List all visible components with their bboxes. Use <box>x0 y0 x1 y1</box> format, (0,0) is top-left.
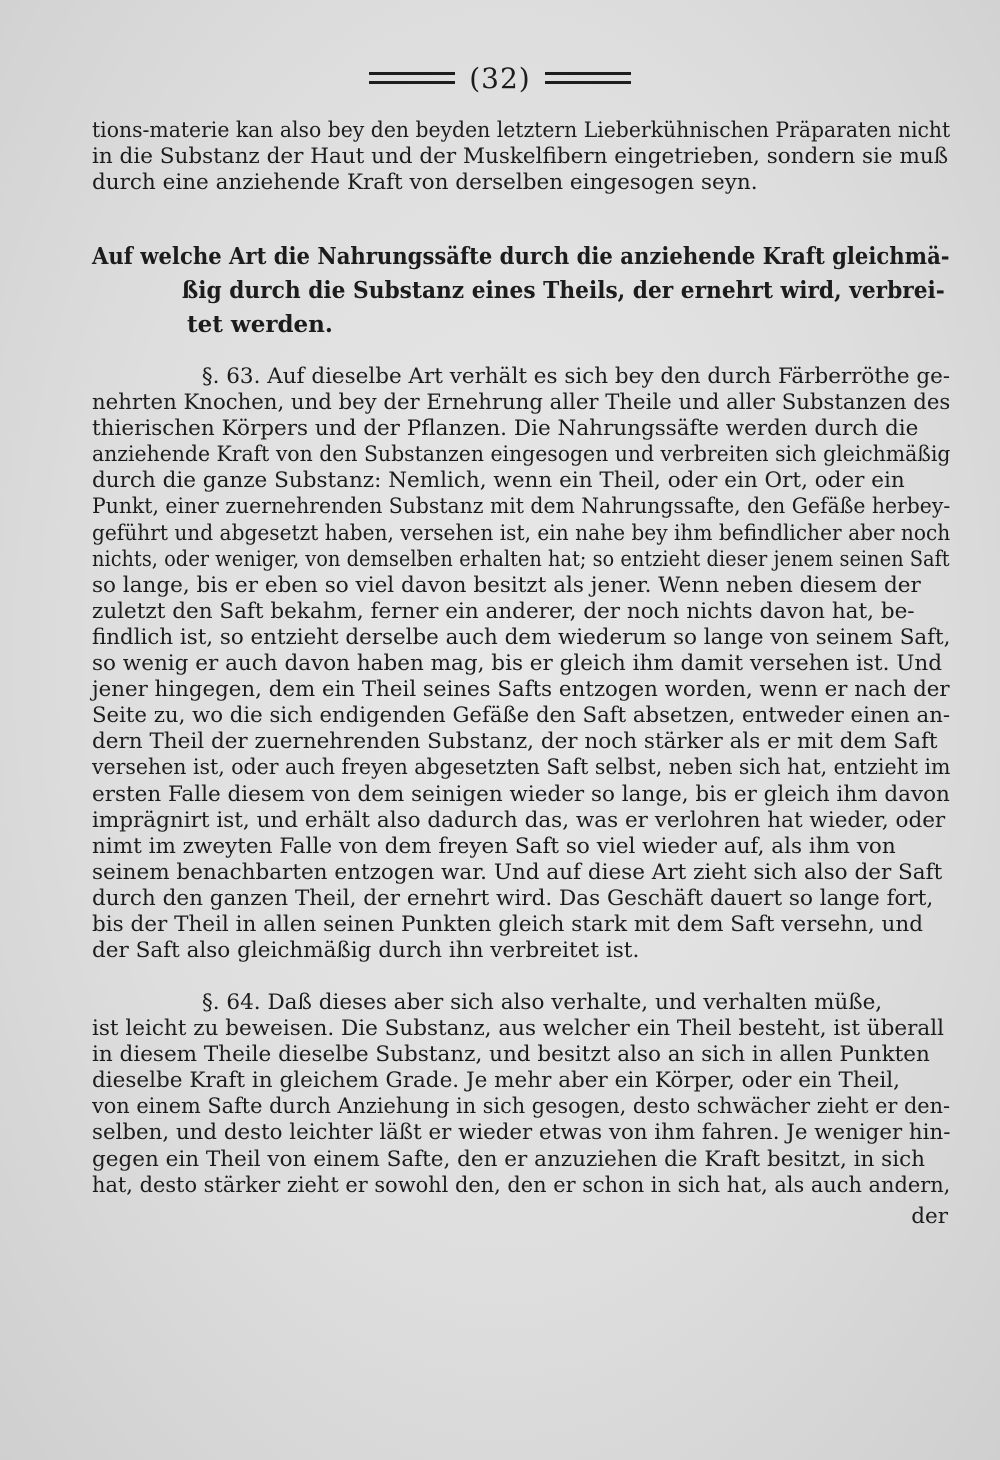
text-line: so lange, bis er eben so viel davon besitzt als jener. Wenn neben diesem der <box>92 572 921 598</box>
text-line: tions-materie kan also bey den beyden letztern Lieberkühnischen Präparaten nicht <box>92 118 951 143</box>
text-line: der Saft also gleichmäßig durch ihn verbreitet ist. <box>92 938 640 964</box>
text-line: zuletzt den Saft bekahm, ferner ein anderer, der noch nichts davon hat, be- <box>92 598 915 624</box>
text-line: Seite zu, wo die sich endigenden Gefäße den Saft absetzen, entweder einen an- <box>92 703 951 729</box>
text-line: hat, desto stärker zieht er sowohl den, den er schon in sich hat, als auch andern, <box>92 1172 951 1198</box>
heading-line: ßig durch die Substanz eines Theils, der ernehrt wird, verbrei- <box>181 277 945 304</box>
text-line: versehen ist, oder auch freyen abgesetzten Saft selbst, neben sich hat, entzieht im <box>92 755 951 781</box>
text-line: dieselbe Kraft in gleichem Grade. Je mehr aber ein Körper, oder ein Theil, <box>92 1068 901 1094</box>
paragraph-section-63 <box>92 364 950 964</box>
text-line: ist leicht zu beweisen. Die Substanz, aus welcher ein Theil besteht, ist überall <box>92 1016 944 1042</box>
text-line: jener hingegen, dem ein Theil seines Safts entzogen worden, wenn er nach der <box>92 677 950 703</box>
text-line: imprägnirt ist, und erhält also dadurch das, was er verlohren hat wieder, oder <box>92 807 946 833</box>
text-line: in die Substanz der Haut und der Muskelfibern eingetrieben, sondern sie muß <box>92 144 949 170</box>
text-line: seinem benachbarten entzogen war. Und auf diese Art zieht sich also der Saft <box>92 859 943 885</box>
page-number: (32) <box>469 61 531 95</box>
paragraph-continuation <box>92 118 950 196</box>
text-line: nimt im zweyten Falle von dem freyen Saft so viel wieder auf, als ihm von <box>92 833 896 859</box>
text-line: gegen ein Theil von einem Safte, den er anzuziehen die Kraft besitzt, in sich <box>92 1146 925 1172</box>
text-line: so wenig er auch davon haben mag, bis er gleich ihm damit versehen ist. Und <box>92 651 942 677</box>
header-rule-right <box>545 72 631 84</box>
text-line: nehrten Knochen, und bey der Ernehrung aller Theile und aller Substanzen des <box>92 390 951 416</box>
text-line: dern Theil der zuernehrenden Substanz, der noch stärker als er mit dem Saft <box>92 729 938 755</box>
section-heading <box>92 240 950 342</box>
text-line: anziehende Kraft von den Substanzen eingesogen und verbreiten sich gleichmäßig <box>92 442 951 468</box>
text-line: ersten Falle diesem von dem seinigen wieder so lange, bis er gleich ihm davon <box>92 781 950 807</box>
text-line: durch den ganzen Theil, der ernehrt wird. Das Geschäft dauert so lange fort, <box>92 885 934 911</box>
page-header <box>0 58 1000 98</box>
text-line: selben, und desto leichter läßt er wieder etwas von ihm fahren. Je weniger hin- <box>92 1120 951 1146</box>
paragraph-section-64 <box>92 990 950 1199</box>
text-line: Punkt, einer zuernehrenden Substanz mit dem Nahrungssafte, den Gefäße herbey- <box>92 494 951 520</box>
text-line: thierischen Körpers und der Pflanzen. Die Nahrungssäfte werden durch die <box>92 416 919 442</box>
heading-line: tet werden. <box>187 311 333 338</box>
text-line: nichts, oder weniger, von demselben erhalten hat; so entzieht dieser jenem seinen Saft <box>92 546 950 572</box>
text-line: geführt und abgesetzt haben, versehen ist, ein nahe bey ihm befindlicher aber noch <box>92 520 951 546</box>
text-line: §. 63. Auf dieselbe Art verhält es sich bey den durch Färberröthe ge- <box>201 364 951 389</box>
text-line: §. 64. Daß dieses aber sich also verhalte, und verhalten müße, <box>202 990 883 1015</box>
heading-line: Auf welche Art die Nahrungssäfte durch die anziehende Kraft gleichmä- <box>92 243 950 270</box>
text-line: durch eine anziehende Kraft von derselben eingesogen seyn. <box>92 170 758 196</box>
header-rule-left <box>369 72 455 84</box>
text-line: in diesem Theile dieselbe Substanz, und besitzt also an sich in allen Punkten <box>92 1042 930 1068</box>
text-line: bis der Theil in allen seinen Punkten gleich stark mit dem Saft versehn, und <box>92 911 923 937</box>
text-line: von einem Safte durch Anziehung in sich gesogen, desto schwächer zieht er den- <box>92 1094 951 1120</box>
catchword: der <box>911 1204 948 1229</box>
text-line: findlich ist, so entzieht derselbe auch dem wiederum so lange von seinem Saft, <box>92 624 951 650</box>
text-line: durch die ganze Substanz: Nemlich, wenn ein Theil, oder ein Ort, oder ein <box>92 468 905 494</box>
